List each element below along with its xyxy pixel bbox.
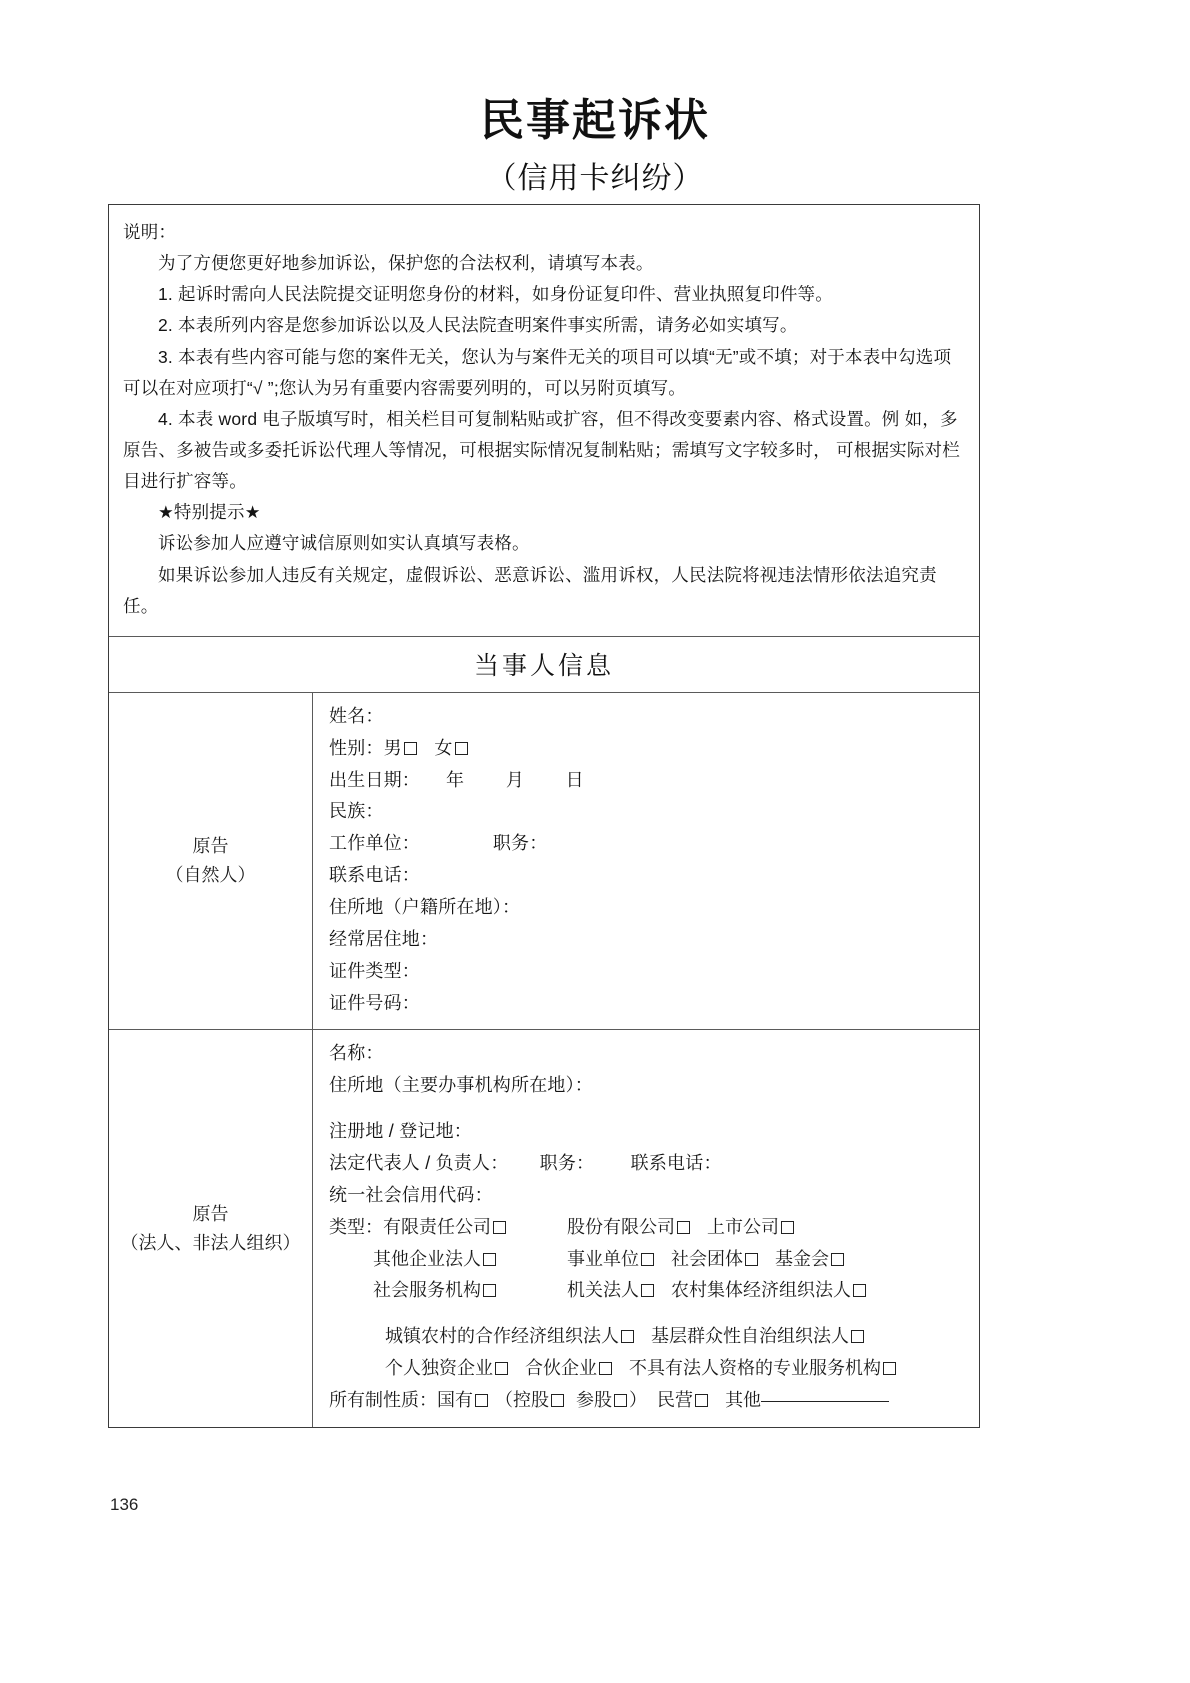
checkbox-social-group[interactable] — [745, 1253, 758, 1266]
field-legal-rep: 法定代表人 / 负责人： — [329, 1153, 509, 1173]
checkbox-foundation[interactable] — [831, 1253, 844, 1266]
plaintiff-natural-person-fields — [313, 693, 979, 1030]
plaintiff-legal-person-row — [109, 1030, 979, 1426]
field-legal-rep-position: 职务： — [539, 1153, 595, 1173]
page-number: 136 — [110, 1495, 139, 1514]
field-name: 姓名： — [329, 705, 384, 726]
checkbox-public-institution[interactable] — [641, 1253, 654, 1266]
checkbox-government-legal-person[interactable] — [641, 1284, 654, 1297]
special-notice-line-2: 如果诉讼参加人违反有关规定，虚假诉讼、恶意诉讼、滥用诉权，人民法院将视违法情形依法追究责任。 — [123, 564, 937, 616]
field-gender-female-label: 女 — [434, 737, 453, 758]
plaintiff-legal-person-fields — [313, 1030, 979, 1426]
entity-type-row-government — [567, 1275, 967, 1307]
entity-type-row-other-enterprise — [329, 1244, 561, 1276]
checkbox-grassroots-autonomous-organization[interactable] — [851, 1330, 864, 1343]
field-entity-name: 名称： — [329, 1043, 384, 1064]
field-registration-place: 注册地 / 登记地： — [329, 1121, 473, 1142]
field-position: 职务： — [492, 833, 548, 854]
field-gender — [329, 733, 967, 765]
entity-type-right-column — [561, 1212, 967, 1308]
checkbox-state-owned[interactable] — [475, 1394, 488, 1407]
entity-type-row-sole-proprietorship — [329, 1353, 967, 1385]
field-birth-day: 日 — [565, 769, 584, 790]
instruction-line-1: 为了方便您更好地参加诉讼，保护您的合法权利，请填写本表。 — [158, 253, 654, 274]
entity-type-professional-service-label: 不具有法人资格的专业服务机构 — [629, 1358, 882, 1379]
entity-type-label: 类型： — [329, 1216, 383, 1237]
ownership-holding-label: （控股 — [495, 1390, 550, 1411]
checkbox-controlling-stake[interactable] — [551, 1394, 564, 1407]
entity-type-row-cooperative — [329, 1321, 967, 1353]
checkbox-partnership[interactable] — [599, 1362, 612, 1375]
field-birth-month: 月 — [505, 769, 525, 790]
entity-type-partnership-label: 合伙企业 — [525, 1358, 598, 1379]
entity-type-row-joint-stock — [567, 1212, 967, 1244]
field-work-unit: 工作单位： — [329, 833, 420, 854]
party-section-header: 当事人信息 — [473, 651, 614, 680]
instructions-heading: 说明： — [123, 222, 177, 242]
plaintiff-legal-label-main: 原告 — [192, 1203, 229, 1224]
checkbox-male[interactable] — [404, 742, 417, 755]
checkbox-listed-company[interactable] — [781, 1221, 794, 1234]
entity-type-row-institution — [567, 1244, 967, 1276]
field-id-number: 证件号码： — [329, 992, 420, 1013]
instruction-line-2: 1. 起诉时需向人民法院提交证明您身份的材料，如身份证复印件、营业执照复印件等。 — [158, 284, 833, 305]
checkbox-sole-proprietorship[interactable] — [495, 1362, 508, 1375]
entity-type-other-enterprise-label: 其他企业法人 — [373, 1248, 481, 1269]
field-birth-year: 年 — [446, 769, 465, 790]
entity-type-social-group-label: 社会团体 — [671, 1248, 744, 1269]
plaintiff-legal-label-sub: （法人、非法人组织） — [120, 1232, 301, 1253]
entity-type-government-label: 机关法人 — [567, 1280, 639, 1301]
ownership-other-label: 其他 — [725, 1390, 762, 1411]
page-subtitle: （信用卡纠纷） — [486, 161, 704, 195]
field-residence: 经常居住地： — [329, 928, 439, 949]
field-credit-code: 统一社会信用代码： — [329, 1184, 493, 1205]
entity-type-listed-label: 上市公司 — [707, 1216, 780, 1237]
plaintiff-label-main: 原告 — [192, 836, 229, 857]
entity-type-foundation-label: 基金会 — [775, 1248, 830, 1269]
entity-type-row-social-service — [329, 1275, 561, 1307]
checkbox-other-enterprise-legal-person[interactable] — [483, 1253, 496, 1266]
special-notice-title: ★特别提示★ — [158, 502, 261, 523]
entity-type-sole-proprietorship-label: 个人独资企业 — [385, 1358, 493, 1379]
spacer — [329, 1102, 967, 1116]
ownership-label: 所有制性质：国有 — [329, 1390, 473, 1411]
plaintiff-natural-person-label — [109, 693, 313, 1030]
field-id-type: 证件类型： — [329, 960, 420, 981]
ownership-nature-row — [329, 1385, 967, 1417]
entity-type-cooperative-label: 城镇农村的合作经济组织法人 — [385, 1326, 619, 1347]
field-work-unit-row — [329, 828, 967, 860]
plaintiff-label-sub: （自然人） — [165, 865, 256, 886]
checkbox-urban-rural-cooperative-economic-organization[interactable] — [621, 1330, 634, 1343]
form-table — [108, 204, 980, 1428]
ownership-shares-label: 参股 — [576, 1390, 613, 1411]
entity-type-left-column — [329, 1212, 561, 1308]
entity-type-llc-label: 有限责任公司 — [383, 1216, 491, 1237]
page-title: 民事起诉状 — [480, 96, 710, 145]
checkbox-private-owned[interactable] — [695, 1394, 708, 1407]
field-birth-date — [329, 765, 967, 797]
field-nation: 民族： — [329, 801, 384, 822]
title-block — [0, 96, 1190, 197]
field-birth-label: 出生日期： — [329, 769, 420, 790]
instruction-line-3: 2. 本表所列内容是您参加诉讼以及人民法院查明案件事实所需，请务必如实填写。 — [158, 315, 798, 336]
field-domicile: 住所地（户籍所在地）： — [329, 896, 521, 917]
entity-type-social-service-label: 社会服务机构 — [373, 1280, 481, 1301]
party-section-header-row — [109, 637, 979, 693]
ownership-close-paren: ） — [629, 1390, 648, 1411]
plaintiff-legal-person-label — [109, 1030, 313, 1426]
instruction-line-5: 4. 本表 word 电子版填写时，相关栏目可复制粘贴或扩容，但不得改变要素内容、格式设置。例 如，多原告、多被告或多委托诉讼代理人等情况，可根据实际情况复制粘贴；需填写文字较多时， 可根据实际对栏目进行扩容等。 — [123, 408, 960, 492]
field-legal-rep-phone: 联系电话： — [630, 1153, 722, 1173]
checkbox-limited-liability-company[interactable] — [493, 1221, 506, 1234]
entity-type-grid — [329, 1212, 967, 1308]
checkbox-female[interactable] — [455, 742, 468, 755]
checkbox-social-service-organization[interactable] — [483, 1284, 496, 1297]
special-notice-line-1: 诉讼参加人应遵守诚信原则如实认真填写表格。 — [158, 533, 530, 554]
checkbox-joint-stock-company[interactable] — [677, 1221, 690, 1234]
plaintiff-natural-person-row — [109, 693, 979, 1031]
ownership-other-input[interactable] — [761, 1401, 889, 1402]
entity-type-row-llc — [329, 1212, 561, 1244]
entity-type-institution-label: 事业单位 — [567, 1248, 639, 1269]
entity-type-rural-collective-label: 农村集体经济组织法人 — [671, 1280, 852, 1301]
checkbox-professional-service-institution[interactable] — [883, 1362, 896, 1375]
spacer-2 — [329, 1307, 967, 1321]
ownership-private-label: 民营 — [657, 1390, 694, 1411]
instructions-row — [109, 205, 979, 637]
field-legal-rep-row — [329, 1148, 967, 1180]
checkbox-rural-collective-economic-organization[interactable] — [853, 1284, 866, 1297]
entity-type-grassroots-label: 基层群众性自治组织法人 — [651, 1326, 850, 1347]
instructions-cell — [109, 205, 979, 636]
field-gender-male-label: 性别：男 — [329, 737, 402, 758]
field-phone: 联系电话： — [329, 865, 420, 886]
entity-type-joint-stock-label: 股份有限公司 — [567, 1216, 675, 1237]
field-entity-domicile: 住所地（主要办事机构所在地）： — [329, 1075, 593, 1096]
instruction-line-4: 3. 本表有些内容可能与您的案件无关，您认为与案件无关的项目可以填“无”或不填；对于本表中勾选项可以在对应项打“√ ”;您认为另有重要内容需要列明的，可以另附页填写。 — [123, 346, 952, 398]
checkbox-minority-stake[interactable] — [614, 1394, 627, 1407]
